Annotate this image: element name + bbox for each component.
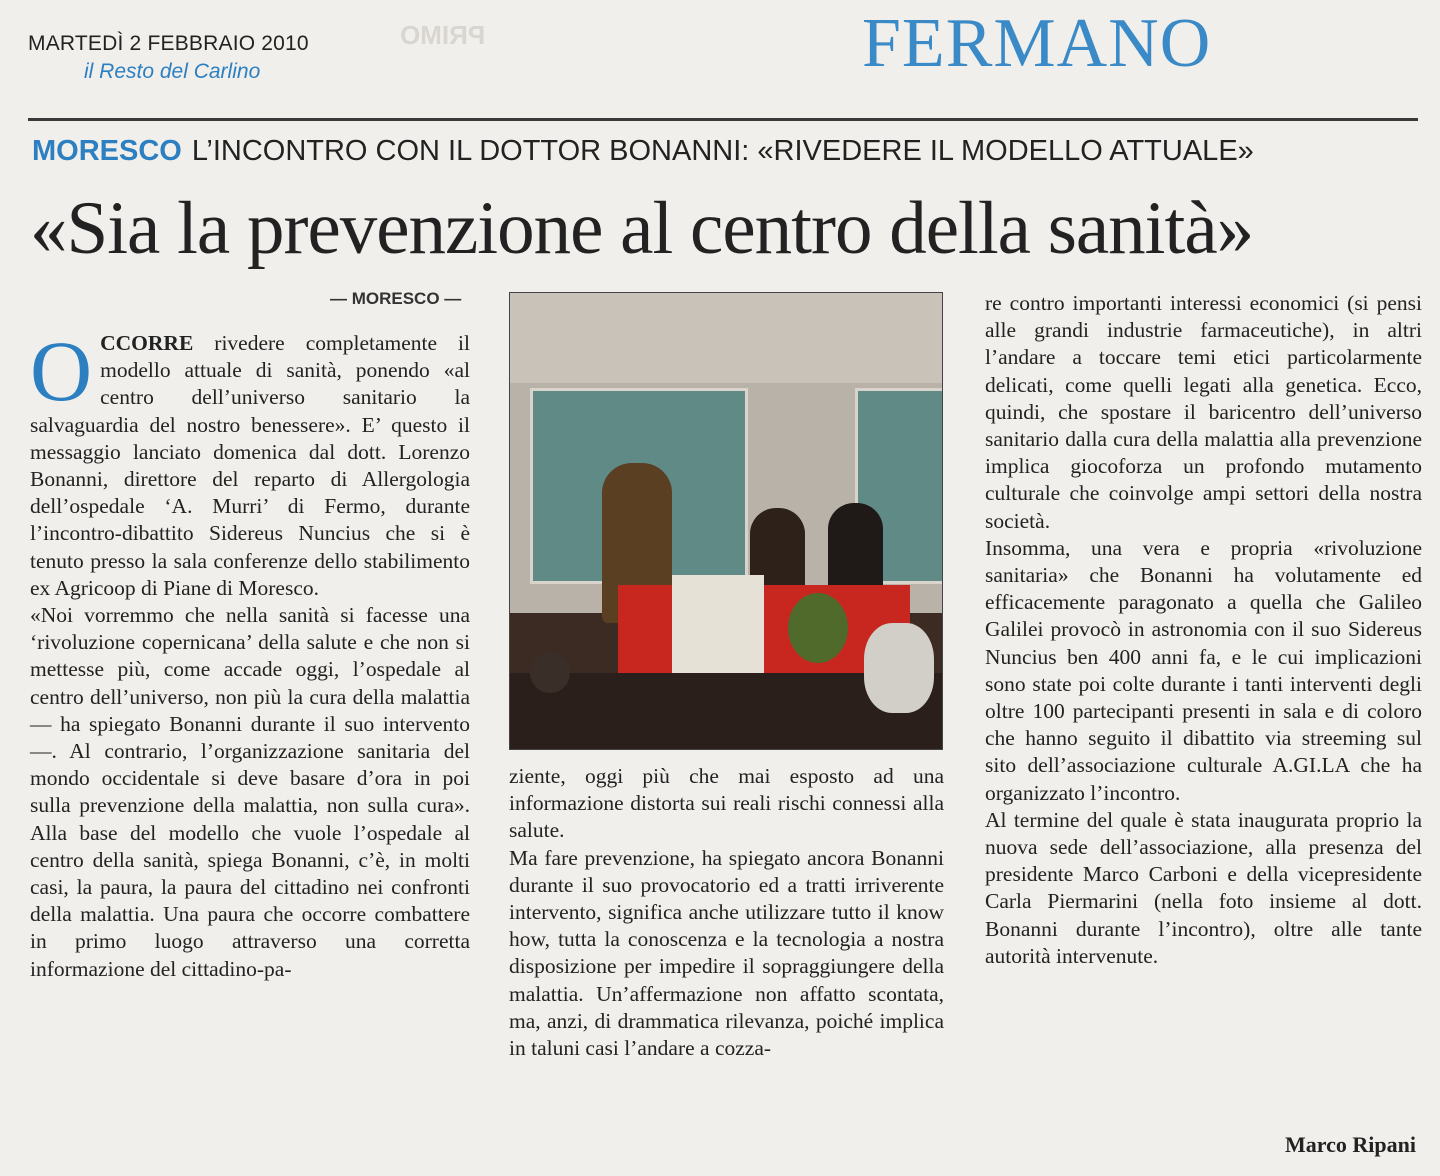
lead-word: CCORRE [100, 331, 194, 355]
column-3 [985, 290, 1422, 970]
article-photo [509, 292, 943, 750]
photo-ceiling [510, 293, 942, 383]
section-title: FERMANO [862, 5, 1212, 82]
photo-audience-head-left [530, 653, 570, 693]
column-1 [30, 323, 470, 983]
kicker-subtitle: L’INCONTRO CON IL DOTTOR BONANNI: «RIVEDERE IL MODELLO ATTUALE» [191, 135, 1254, 167]
column-1-paragraph-1 [30, 323, 470, 602]
photo-audience-head [864, 623, 934, 713]
photo-plant [788, 593, 848, 663]
article-kicker [32, 135, 1254, 168]
byline: Marco Ripani [1285, 1132, 1416, 1157]
column-2 [509, 763, 944, 1062]
column-3-paragraph-2: Insomma, una vera e propria «rivoluzione sanitaria» che Bonanni ha volutamente ed efficacemente paragonato a quella che Galileo Galilei provocò in astronomia con il suo Sidereus Nuncius ben 400 anni fa, e le cui implicazioni sono state poi colte durante i tanti interventi degli oltre 100 partecipanti presenti in sala e di coloro che hanno seguito il dibattito via streeming sul sito dell’associazione culturale A.GI.LA che ha organizzato l’incontro. [985, 535, 1422, 805]
column-1-paragraph-2: «Noi vorremmo che nella sanità si facesse una ‘rivoluzione copernicana’ della salute e che non si mettesse più, come accade oggi, l’ospedale al centro dell’universo, non più la cura della malattia — ha spiegato Bonanni durante il suo intervento —. Al contrario, l’organizzazione sanitaria del mondo occidentale si deve basare d’ora in poi sulla prevenzione della malattia, non sulla cura». Alla base del modello che vuole l’ospedale al centro della sanità, spiega Bonanni, c’è, in molti casi, la paura, la paura del cittadino nei confronti della malattia. Una paura che occorre combattere in primo luogo attraverso una corretta informazione del cittadino-pa- [30, 603, 470, 981]
drop-cap: O [30, 323, 93, 419]
column-2-paragraph-2: Ma fare prevenzione, ha spiegato ancora Bonanni durante il suo provocatorio ed a tratti irriverente intervento, significa anche utilizzare tutto il know how, tutta la conoscenza e la tecnologia a nostra disposizione per impedire il sopraggiungere della malattia. Un’affermazione non affatto scontata, ma, anzi, di drammatica rilevanza, poiché implica in taluni casi l’andare a cozza- [509, 845, 944, 1061]
publication-date: MARTEDÌ 2 FEBBRAIO 2010 [28, 32, 309, 55]
column-1-text-1: rivedere completamente il modello attuale di sanità, ponendo «al centro dell’universo sanitario la salvaguardia del nostro benessere». E’ questo il messaggio lanciato domenica dal dott. Lorenzo Bonanni, direttore del reparto di Allergologia dell’ospedale ‘A. Murri’ di Fermo, durante l’incontro-dibattito Sidereus Nuncius che si è tenuto presso la sala conferenze dello stabilimento ex Agricoop di Piane di Moresco. [30, 331, 470, 600]
header-rule [28, 118, 1418, 121]
photo-poster [672, 575, 764, 687]
bleed-through-text: PRIMO [400, 20, 486, 50]
column-2-paragraph-1: ziente, oggi più che mai esposto ad una informazione distorta sui reali rischi connessi alla salute. [509, 764, 944, 843]
column-3-paragraph-3: Al termine del quale è stata inaugurata proprio la nuova sede dell’associazione, alla presenza del presidente Marco Carboni e della vicepresidente Carla Piermarini (nella foto insieme al dott. Bonanni durante l’incontro), oltre alle tante autorità intervenute. [985, 807, 1422, 968]
kicker-place: MORESCO [32, 135, 182, 167]
photo-panelist-man [828, 503, 883, 593]
dateline: — MORESCO — [330, 289, 462, 308]
article-headline: «Sia la prevenzione al centro della sanità» [30, 187, 1254, 270]
newspaper-name: il Resto del Carlino [84, 60, 261, 83]
column-3-paragraph-1: re contro importanti interessi economici (si pensi alle grandi industrie farmaceutiche), in altri l’andare a toccare temi etici particolarmente delicati, come quelli legati alla genetica. Ecco, quindi, che spostare il baricentro dell’universo sanitario dalla cura della malattia alla prevenzione implica giocoforza un profondo mutamento culturale che coinvolge ampi settori della nostra società. [985, 291, 1422, 533]
